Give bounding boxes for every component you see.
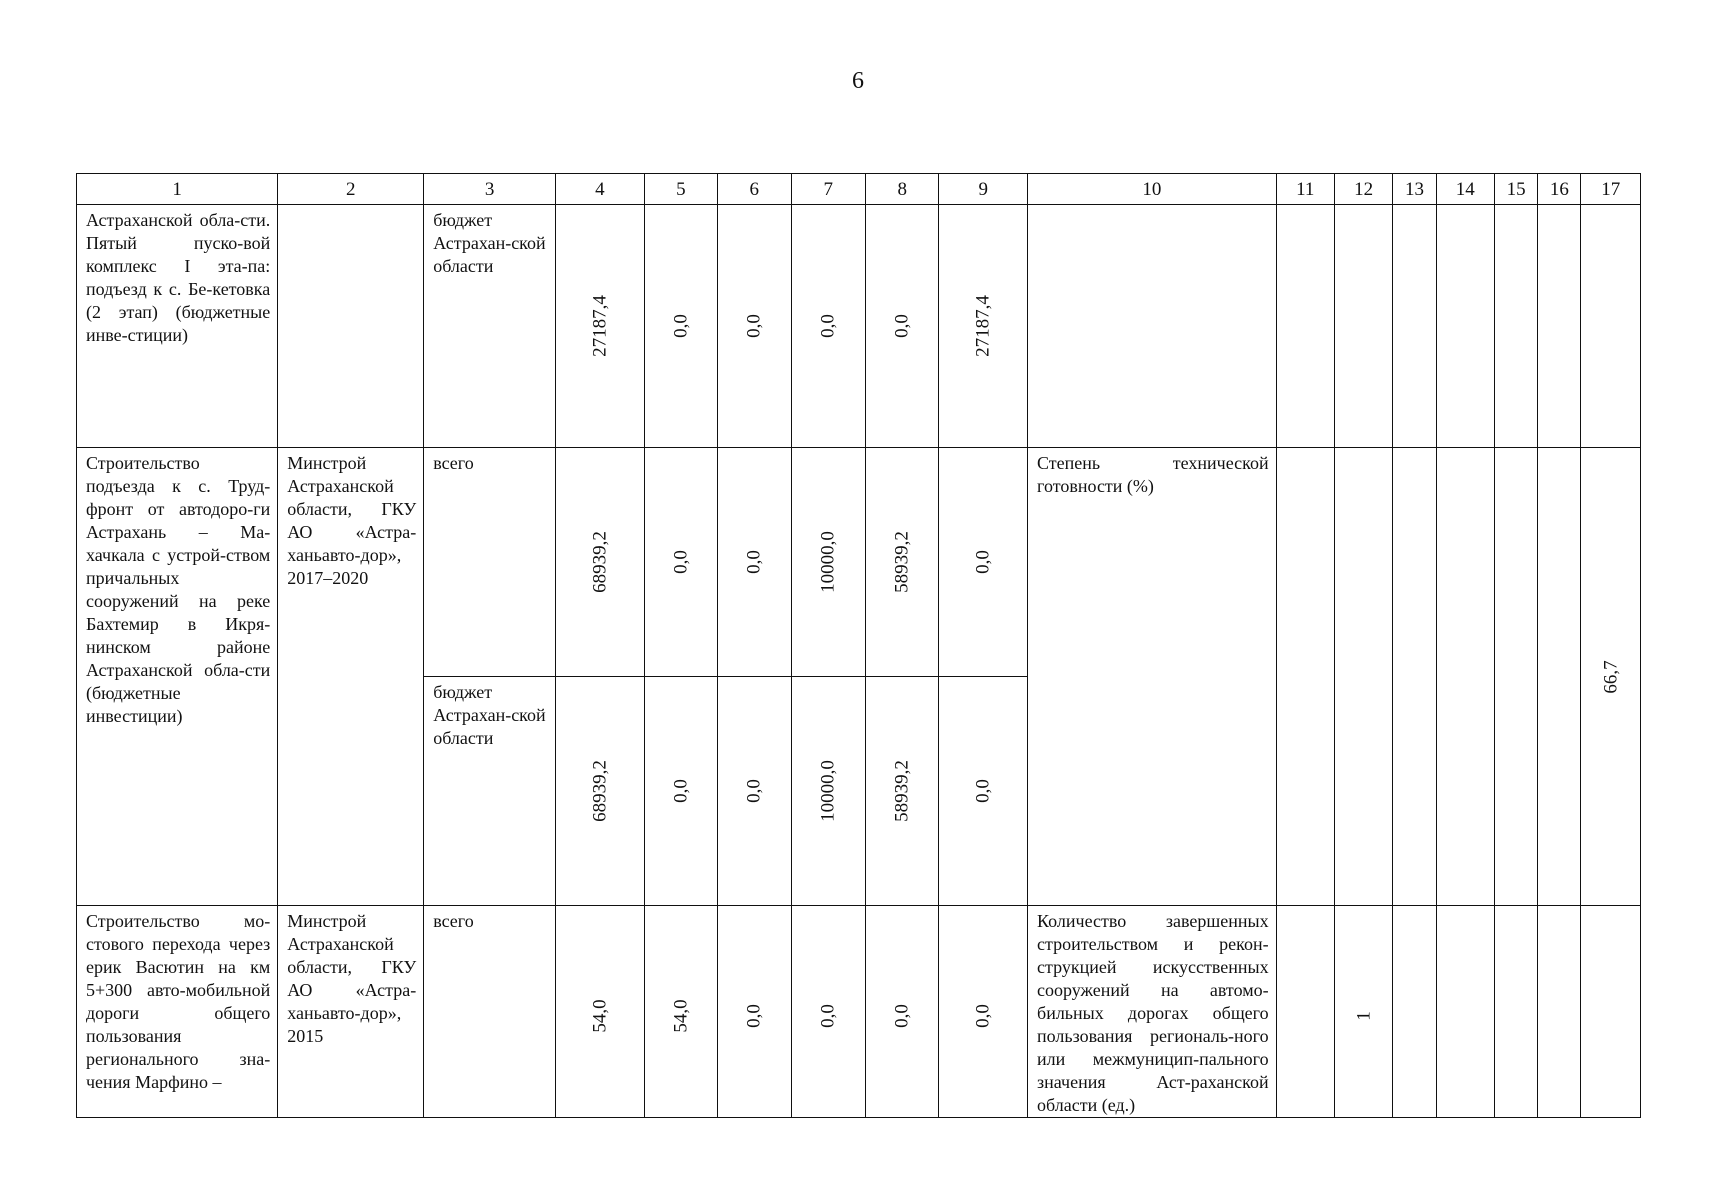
value: 10000,0 [817, 531, 839, 593]
value: 0,0 [972, 1003, 994, 1028]
executor: Минстрой Астраханской области, ГКУ АО «Астра-ханьавто-дор», 2017–2020 [287, 453, 417, 588]
executor-cell [278, 906, 424, 1118]
value-cell [791, 205, 865, 448]
object-name: Строительство мо-стового перехода через ерик Васютин на км 5+300 авто-мобильной дороги общего пользования регионального зна-чения Марфино – [86, 911, 271, 1092]
executor-cell [278, 205, 424, 448]
empty-cell [1494, 448, 1537, 906]
value-cell [556, 906, 645, 1118]
value: 0,0 [670, 314, 692, 338]
object-name: Строительство подъезда к с. Труд-фронт от автодоро-ги Астрахань – Ма-хачкала с устрой-ством причальных сооружений на реке Бахтемир в Икря-нинском районе Астраханской обла-сти (бюджетные инвестиции) [86, 453, 271, 726]
value: 66,7 [1600, 659, 1622, 694]
object-name-cell [77, 906, 278, 1118]
column-header: 16 [1538, 174, 1581, 205]
value-cell [939, 448, 1028, 677]
column-header: 13 [1393, 174, 1436, 205]
empty-cell [1393, 205, 1436, 448]
value: 0,0 [891, 1003, 913, 1028]
page-number: 6 [852, 68, 864, 94]
program-table [76, 173, 1641, 1118]
empty-cell [1581, 205, 1641, 448]
value: 0,0 [670, 779, 692, 803]
funding-source: бюджет Астрахан-ской области [433, 210, 546, 276]
value: 0,0 [743, 314, 765, 338]
value-cell [791, 906, 865, 1118]
column-header: 4 [556, 174, 645, 205]
indicator: Количество завершенных строительством и рекон-струкцией искусственных сооружений на автомо-бильных дорогах общего пользования региональ-ного или межмуницип-пального значения Аст-раханской области (ед.) [1037, 911, 1269, 1115]
column-header: 14 [1436, 174, 1494, 205]
value-cell [644, 205, 717, 448]
value-cell [556, 205, 645, 448]
value-cell [866, 677, 939, 906]
column-header: 7 [791, 174, 865, 205]
value: 0,0 [972, 550, 994, 574]
value: 0,0 [670, 550, 692, 574]
value-cell [939, 677, 1028, 906]
executor: Минстрой Астраханской области, ГКУ АО «Астра-ханьавто-дор», 2015 [287, 911, 417, 1046]
value-cell [556, 677, 645, 906]
funding-source-cell [424, 906, 556, 1118]
value: 27187,4 [589, 295, 611, 357]
funding-source: всего [433, 911, 474, 931]
empty-cell [1581, 906, 1641, 1118]
indicator: Степень технической готовности (%) [1037, 453, 1269, 496]
column-header: 3 [424, 174, 556, 205]
empty-cell [1393, 906, 1436, 1118]
column-number-row [77, 174, 1641, 205]
empty-cell [1436, 906, 1494, 1118]
value: 10000,0 [817, 760, 839, 822]
value-cell [718, 205, 791, 448]
value-cell [718, 448, 791, 677]
empty-cell [1276, 906, 1334, 1118]
table-row [77, 205, 1641, 448]
value: 68939,2 [589, 760, 611, 822]
empty-cell [1538, 205, 1581, 448]
funding-source-cell [424, 677, 556, 906]
empty-cell [1334, 205, 1392, 448]
indicator-cell [1028, 448, 1277, 906]
value-cell [718, 906, 791, 1118]
object-name-cell [77, 205, 278, 448]
funding-source-cell [424, 205, 556, 448]
column-header: 17 [1581, 174, 1641, 205]
column-header: 15 [1494, 174, 1537, 205]
value: 54,0 [670, 999, 692, 1033]
column-header: 2 [278, 174, 424, 205]
value-cell [791, 677, 865, 906]
column-header: 1 [77, 174, 278, 205]
value: 0,0 [972, 779, 994, 803]
column-header: 5 [644, 174, 717, 205]
empty-cell [1436, 448, 1494, 906]
executor [278, 205, 423, 209]
value: 0,0 [891, 314, 913, 338]
table-row [77, 906, 1641, 1118]
value: 27187,4 [972, 295, 994, 357]
value: 1 [1353, 1010, 1375, 1021]
empty-cell [1494, 205, 1537, 448]
value: 68939,2 [589, 531, 611, 593]
value: 0,0 [817, 314, 839, 338]
value: 54,0 [589, 999, 611, 1033]
column-header: 11 [1276, 174, 1334, 205]
value-cell [644, 448, 717, 677]
value: 0,0 [743, 1003, 765, 1028]
value-cell [939, 906, 1028, 1118]
empty-cell [1538, 906, 1581, 1118]
value-cell [791, 448, 865, 677]
object-name: Астраханской обла-сти. Пятый пуско-вой комплекс I эта-па: подъезд к с. Бе-кетовка (2 этап) (бюджетные инве-стиции) [86, 210, 271, 345]
column-header: 9 [939, 174, 1028, 205]
column-header: 6 [718, 174, 791, 205]
value: 58939,2 [891, 531, 913, 593]
column-header: 12 [1334, 174, 1392, 205]
value: 0,0 [743, 779, 765, 803]
value-cell [1334, 906, 1392, 1118]
indicator-cell [1028, 205, 1277, 448]
object-name-cell [77, 448, 278, 906]
funding-source-cell [424, 448, 556, 677]
table-row [77, 448, 1641, 677]
value: 0,0 [743, 550, 765, 574]
empty-cell [1494, 906, 1537, 1118]
empty-cell [1334, 448, 1392, 906]
value: 58939,2 [891, 760, 913, 822]
empty-cell [1436, 205, 1494, 448]
indicator [1028, 205, 1276, 209]
funding-source: всего [433, 453, 474, 473]
value-cell [644, 906, 717, 1118]
value-cell [939, 205, 1028, 448]
indicator-cell [1028, 906, 1277, 1118]
value-cell [866, 906, 939, 1118]
value-cell [866, 448, 939, 677]
empty-cell [1393, 448, 1436, 906]
value-cell [644, 677, 717, 906]
value-cell [718, 677, 791, 906]
value-cell [1581, 448, 1641, 906]
empty-cell [1276, 448, 1334, 906]
value: 0,0 [817, 1003, 839, 1028]
empty-cell [1538, 448, 1581, 906]
value-cell [556, 448, 645, 677]
column-header: 10 [1028, 174, 1277, 205]
column-header: 8 [866, 174, 939, 205]
empty-cell [1276, 205, 1334, 448]
funding-source: бюджет Астрахан-ской области [433, 682, 546, 748]
value-cell [866, 205, 939, 448]
executor-cell [278, 448, 424, 906]
